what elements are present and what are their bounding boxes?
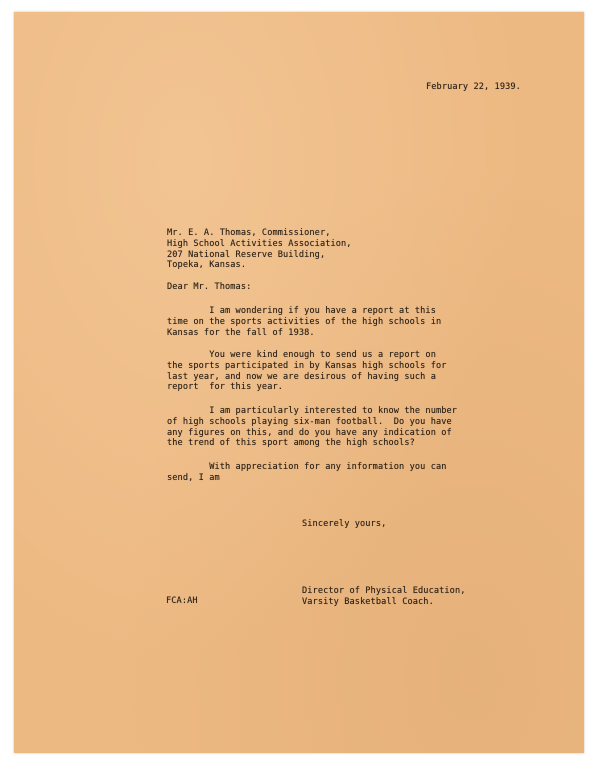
paragraph-line: Kansas for the fall of 1938. <box>167 327 315 338</box>
closing: Sincerely yours, <box>302 519 387 529</box>
letter-date: February 22, 1939. <box>426 82 521 92</box>
paragraph-line: send, I am <box>167 472 220 483</box>
paragraph-line: I am particularly interested to know the number <box>167 406 458 416</box>
address-line-1: Mr. E. A. Thomas, Commissioner, <box>167 228 331 238</box>
paragraph-line: any figures on this, and do you have any indication of <box>167 427 452 438</box>
address-line-4: Topeka, Kansas. <box>167 260 247 271</box>
paragraph-line: With appreciation for any information you can <box>167 462 447 472</box>
paragraph-line: I am wondering if you have a report at this <box>167 306 436 316</box>
signature-block <box>302 586 466 608</box>
paragraph-3 <box>167 406 457 449</box>
letter-page <box>14 12 584 753</box>
paragraph-line: report for this year. <box>167 382 284 393</box>
paragraph-line: You were kind enough to send us a report on <box>167 350 436 360</box>
paragraph-line: of high schools playing six-man football. Do you have <box>167 416 452 427</box>
address-line-2: High School Activities Association, <box>167 238 352 249</box>
paragraph-line: last year, and now we are desirous of having such a <box>167 371 436 382</box>
paragraph-4 <box>167 462 447 484</box>
address-line-3: 207 National Reserve Building, <box>167 249 326 260</box>
salutation: Dear Mr. Thomas: <box>167 282 252 292</box>
paragraph-line: time on the sports activities of the high schools in <box>167 316 442 327</box>
paragraph-2 <box>167 350 447 393</box>
signature-line-2: Varsity Basketball Coach. <box>302 596 434 607</box>
paragraph-1 <box>167 306 441 338</box>
paragraph-line: the sports participated in by Kansas high schools for <box>167 360 447 371</box>
paragraph-line: the trend of this sport among the high schools? <box>167 438 415 449</box>
recipient-address <box>167 228 352 271</box>
typist-initials: FCA:AH <box>166 596 198 606</box>
signature-line-1: Director of Physical Education, <box>302 586 466 596</box>
